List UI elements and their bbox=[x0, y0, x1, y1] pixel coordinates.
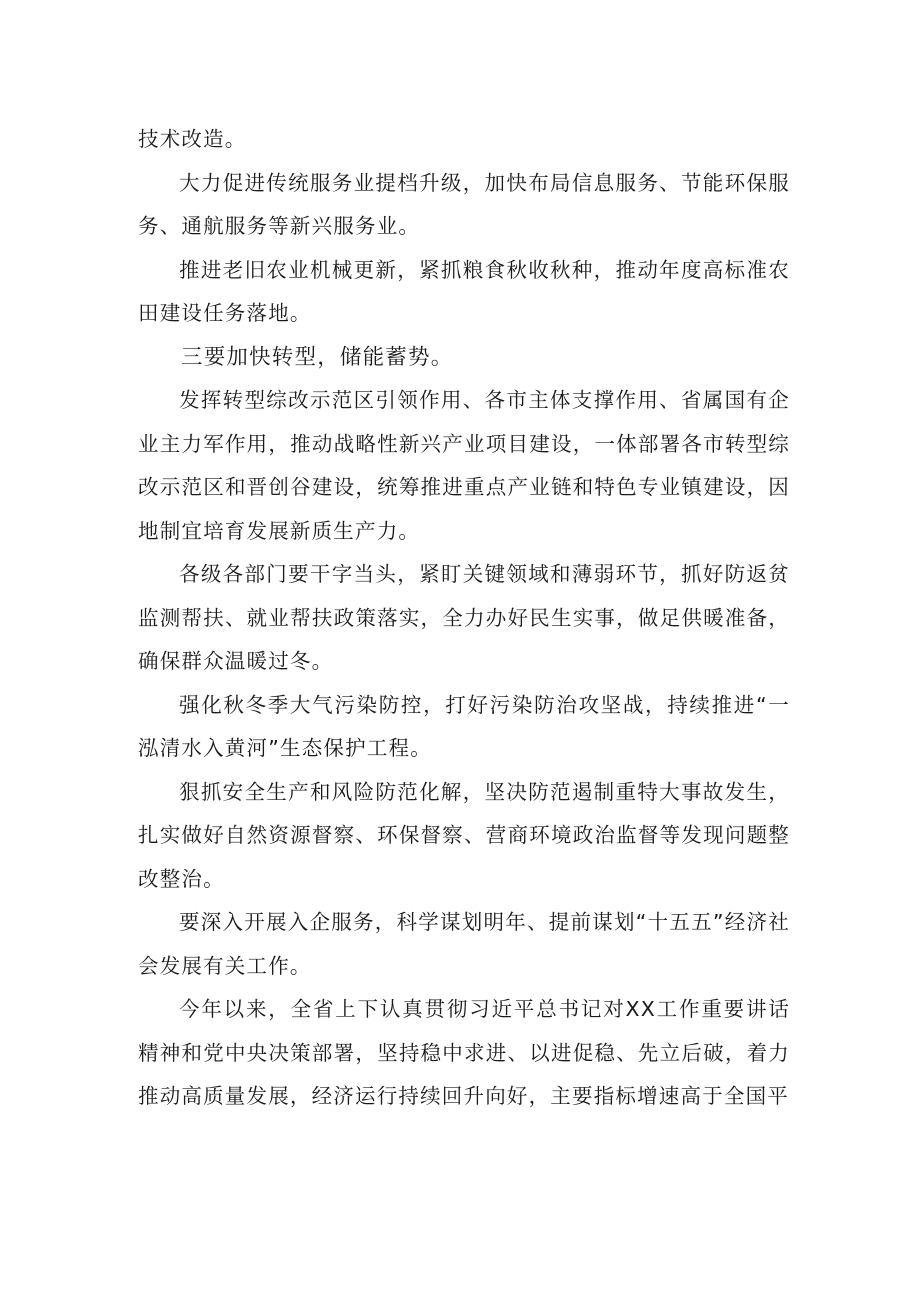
paragraph-agriculture: 推进老旧农业机械更新，紧抓粮食秋收秋种，推动年度高标准农田建设任务落地。 bbox=[138, 257, 790, 325]
section-heading-transformation: 三要加快转型，储能蓄势。 bbox=[181, 344, 454, 370]
paragraph-summary: 今年以来，全省上下认真贯彻习近平总书记对XX工作重要讲话精神和党中央决策部署，坚持稳中求进、以进促稳、先立后破，着力推动高质量发展，经济运行持续回升向好，主要指标增速高于全国平 bbox=[138, 997, 790, 1108]
paragraph-pollution-control: 强化秋冬季大气污染防控，打好污染防治攻坚战，持续推进“一泓清水入黄河”生态保护工程。 bbox=[138, 692, 790, 760]
paragraph-demonstration-zone: 发挥转型综改示范区引领作用、各市主体支撑作用、省属国有企业主力军作用，推动战略性新兴产业项目建设，一体部署各市转型综改示范区和晋创谷建设，统筹推进重点产业链和特色专业镇建设，因地制宜培育发展新质生产力。 bbox=[138, 388, 790, 543]
paragraph-enterprise-service: 要深入开展入企服务，科学谋划明年、提前谋划“十五五”经济社会发展有关工作。 bbox=[138, 910, 790, 978]
paragraph-safety: 狠抓安全生产和风险防范化解，坚决防范遏制重特大事故发生，扎实做好自然资源督察、环保督察、营商环境政治监督等发现问题整改整治。 bbox=[138, 779, 790, 891]
paragraph-service-industry: 大力促进传统服务业提档升级，加快布局信息服务、节能环保服务、通航服务等新兴服务业。 bbox=[138, 170, 790, 238]
paragraph-continuation: 技术改造。 bbox=[138, 127, 247, 151]
document-body bbox=[138, 118, 790, 1119]
paragraph-livelihood: 各级各部门要干字当头，紧盯关键领域和薄弱环节，抓好防返贫监测帮扶、就业帮扶政策落实，全力办好民生实事，做足供暖准备，确保群众温暖过冬。 bbox=[138, 562, 790, 673]
